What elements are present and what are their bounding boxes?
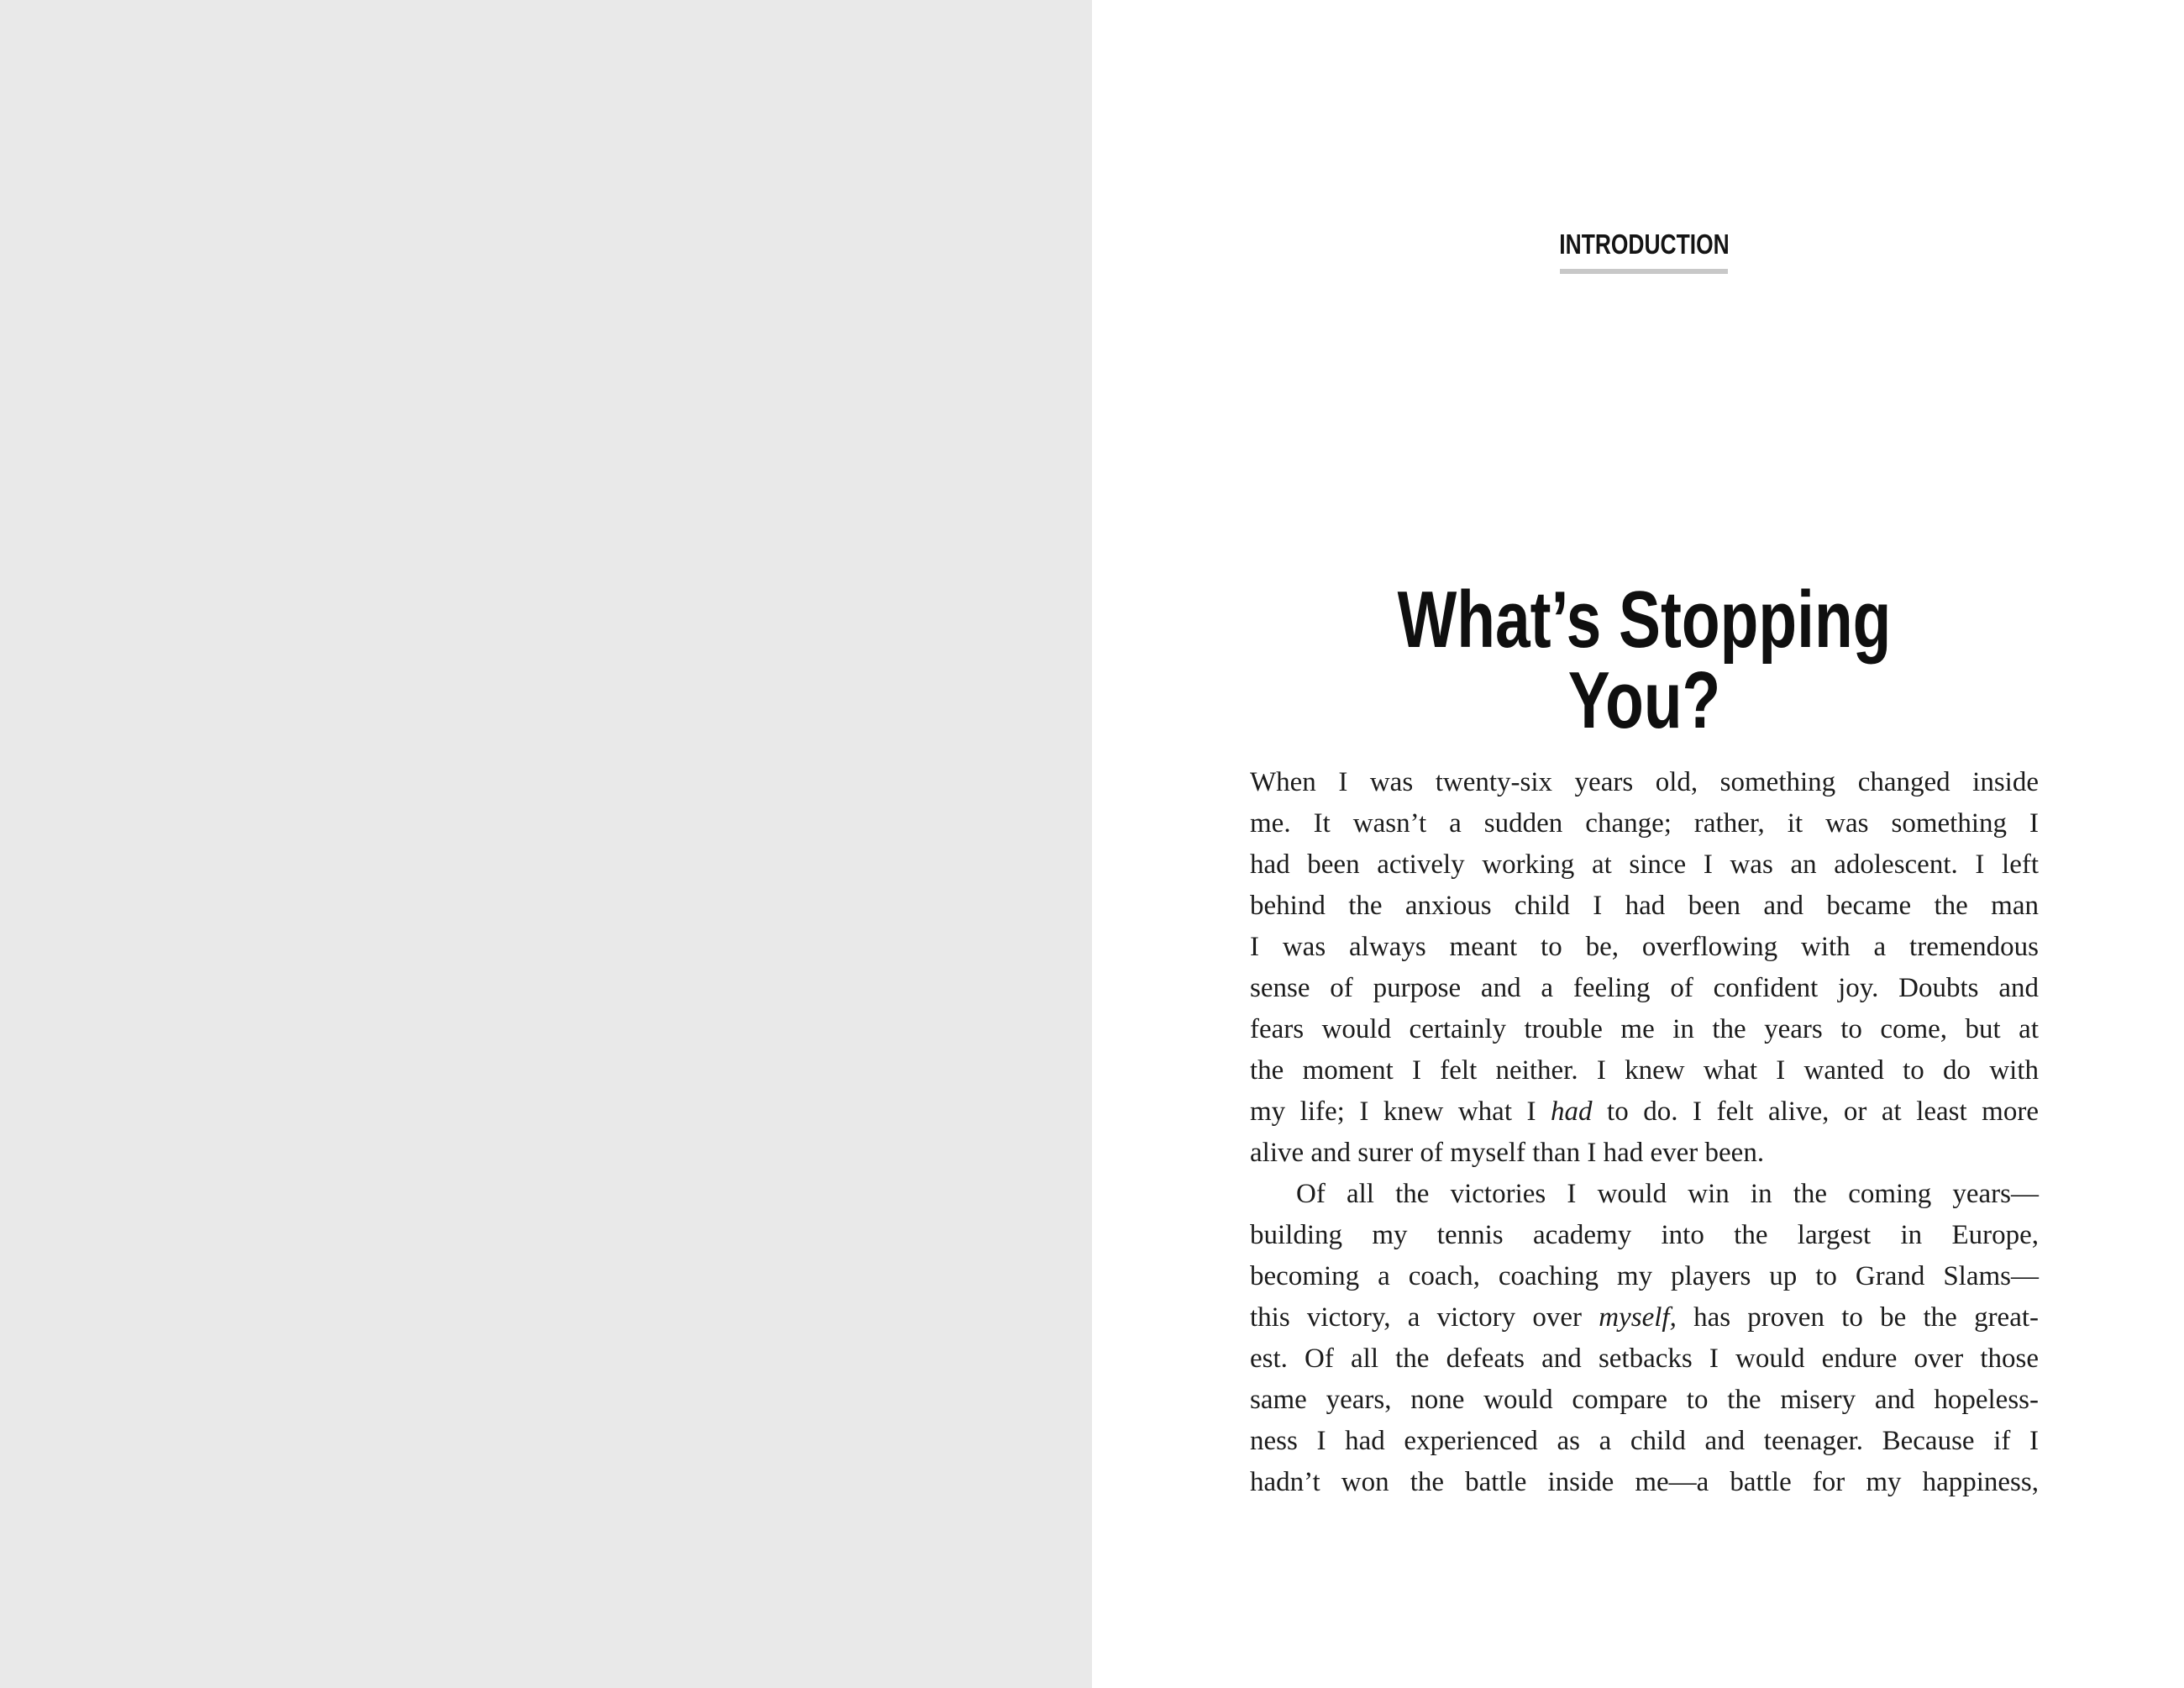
text-run: me. It wasn’t a sudden change; rather, it was something I <box>1250 808 2039 839</box>
text-line <box>1250 1091 2039 1133</box>
text-line <box>1250 844 2039 886</box>
text-line <box>1250 1009 2039 1050</box>
text-run: When I was twenty-six years old, something changed inside <box>1250 767 2039 797</box>
body-text <box>1250 762 2039 1503</box>
text-run: this victory, a victory over <box>1250 1302 1599 1333</box>
text-run: est. Of all the defeats and setbacks I would endure over those <box>1250 1344 2039 1374</box>
text-run: Of all the victories I would win in the coming years— <box>1296 1179 2039 1209</box>
kicker-underline-rule <box>1560 269 1728 274</box>
text-run: to do. I felt alive, or at least more <box>1592 1096 2039 1127</box>
text-line <box>1250 1421 2039 1462</box>
text-line <box>1250 762 2039 803</box>
italic-text-run: myself, <box>1599 1302 1677 1333</box>
text-run: behind the anxious child I had been and became the man <box>1250 891 2039 921</box>
text-run: has proven to be the great- <box>1676 1302 2040 1333</box>
text-line <box>1250 927 2039 968</box>
text-run: the moment I felt neither. I knew what I wanted to do with <box>1250 1055 2039 1086</box>
text-line <box>1250 968 2039 1009</box>
text-run: I was always meant to be, overflowing with a tremendous <box>1250 932 2039 962</box>
text-line <box>1250 1133 2039 1174</box>
text-run: my life; I knew what I <box>1250 1096 1551 1127</box>
text-line <box>1250 1338 2039 1380</box>
text-run: building my tennis academy into the largest in Europe, <box>1250 1220 2039 1250</box>
text-run: hadn’t won the battle inside me—a battle for my happiness, <box>1250 1467 2039 1497</box>
chapter-title: What’s Stopping You? <box>1397 575 1892 745</box>
text-line <box>1250 1380 2039 1421</box>
chapter-title-row <box>1250 575 2039 745</box>
text-run: same years, none would compare to the misery and hopeless- <box>1250 1385 2039 1415</box>
text-run: sense of purpose and a feeling of confident joy. Doubts and <box>1250 973 2039 1003</box>
text-line <box>1250 886 2039 927</box>
text-line <box>1250 1256 2039 1297</box>
text-run: becoming a coach, coaching my players up to Grand Slams— <box>1250 1261 2039 1291</box>
chapter-kicker-label: INTRODUCTION <box>1559 229 1730 260</box>
text-line <box>1250 803 2039 844</box>
text-line <box>1250 1297 2039 1338</box>
text-run: ness I had experienced as a child and teenager. Because if I <box>1250 1426 2039 1456</box>
right-page <box>1092 0 2184 1688</box>
italic-text-run: had <box>1551 1096 1593 1127</box>
chapter-kicker-row <box>1250 230 2039 258</box>
text-line <box>1250 1050 2039 1091</box>
text-line <box>1250 1215 2039 1256</box>
text-line <box>1250 1462 2039 1503</box>
text-run: had been actively working at since I was an adolescent. I left <box>1250 849 2039 880</box>
text-run: alive and surer of myself than I had ever been. <box>1250 1138 1765 1168</box>
text-line <box>1250 1174 2039 1215</box>
text-run: fears would certainly trouble me in the years to come, but at <box>1250 1014 2039 1044</box>
